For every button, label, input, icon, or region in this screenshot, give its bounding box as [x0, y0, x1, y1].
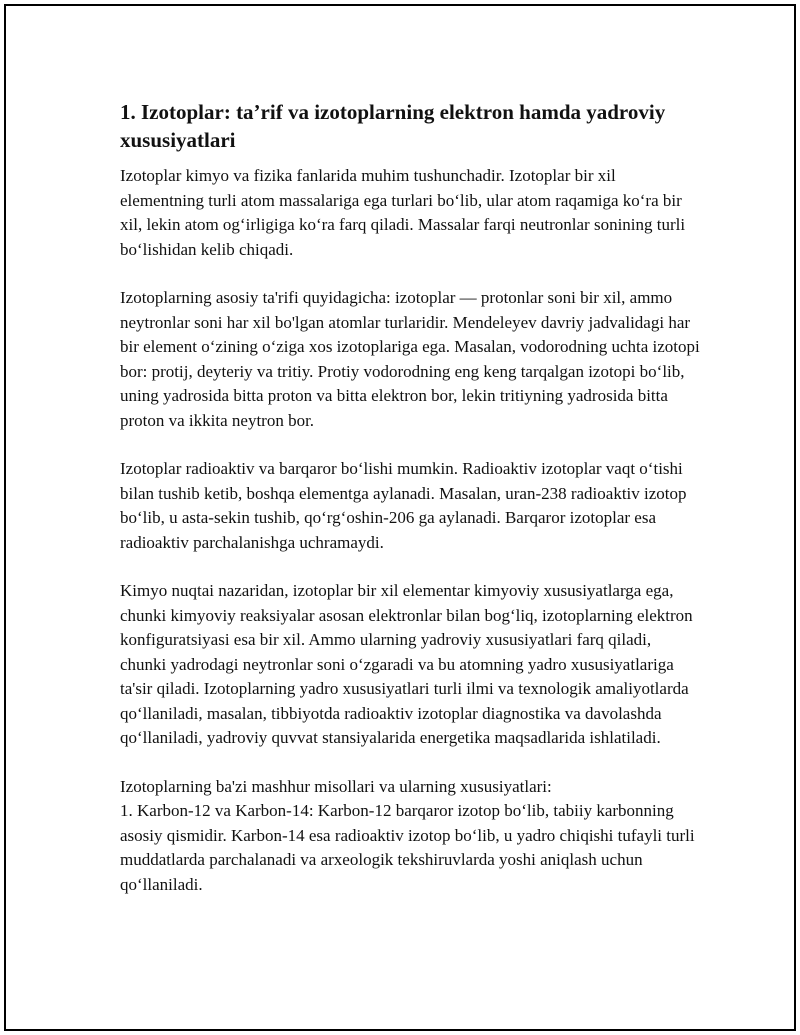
paragraph-definition-intro: Izotoplar kimyo va fizika fanlarida muhim tushunchadir. Izotoplar bir xil elementning turli atom massalariga ega turlari bo‘lib, ular atom raqamiga ko‘ra bir xil, lekin atom og‘irligiga ko‘ra farq qiladi. Massalar farqi neutronlar sonining turli bo‘lishidan kelib chiqadi. [120, 166, 686, 259]
document-title: 1. Izotoplar: ta’rif va izotoplarning elektron hamda yadroviy xususiyatlari [120, 100, 666, 152]
document-page [4, 4, 796, 1031]
examples-intro: Izotoplarning ba'zi mashhur misollari va ularning xususiyatlari: [120, 776, 552, 796]
paragraph-chemical-nuclear: Kimyo nuqtai nazaridan, izotoplar bir xil elementar kimyoviy xususiyatlarga ega, chunki kimyoviy reaksiyalar asosan elektronlar bilan bog‘liq, izotoplarning elektron konfiguratsiyasi esa bir xil. Ammo ularning yadroviy xususiyatlari farq qiladi, chunki yadrodagi neytronlar soni o‘zgaradi va bu atomning yadro xususiyatlariga ta'sir qiladi. Izotoplarning yadro xususiyatlari turli ilmi va texnologik amaliyotlarda qo‘llaniladi, masalan, tibbiyotda radioaktiv izotoplar diagnostika va davolashda qo‘llaniladi, yadroviy quvvat stansiyalarida energetika maqsadlarida ishlatiladi. [120, 581, 693, 747]
example-item: 1. Karbon-12 va Karbon-14: Karbon-12 barqaror izotop bo‘lib, tabiiy karbonning asosiy qismidir. Karbon-14 esa radioaktiv izotop bo‘lib, u yadro chiqishi tufayli turli muddatlarda parchalanadi va arxeologik tekshiruvlarda yoshi aniqlash uchun qo‘llaniladi. [120, 801, 695, 894]
examples-section [120, 775, 700, 898]
paragraph-basic-definition: Izotoplarning asosiy ta'rifi quyidagicha: izotoplar — protonlar soni bir xil, ammo neytronlar soni har xil bo'lgan atomlar turlaridir. Mendeleyev davriy jadvalidagi har bir element o‘zining o‘ziga xos izotoplariga ega. Masalan, vodorodning uchta izotopi bor: protij, deyteriy va tritiy. Protiy vodorodning eng keng tarqalgan izotopi bo‘lib, uning yadrosida bitta proton va bitta elektron bor, lekin tritiyning yadrosida bitta proton va ikkita neytron bor. [120, 288, 700, 430]
paragraph-radioactive-stable: Izotoplar radioaktiv va barqaror bo‘lishi mumkin. Radioaktiv izotoplar vaqt o‘tishi bilan tushib ketib, boshqa elementga aylanadi. Masalan, uran-238 radioaktiv izotop bo‘lib, u asta-sekin tushib, qo‘rg‘oshin-206 ga aylanadi. Barqaror izotoplar esa radioaktiv parchalanishga uchramaydi. [120, 459, 687, 552]
document-content [120, 98, 700, 897]
